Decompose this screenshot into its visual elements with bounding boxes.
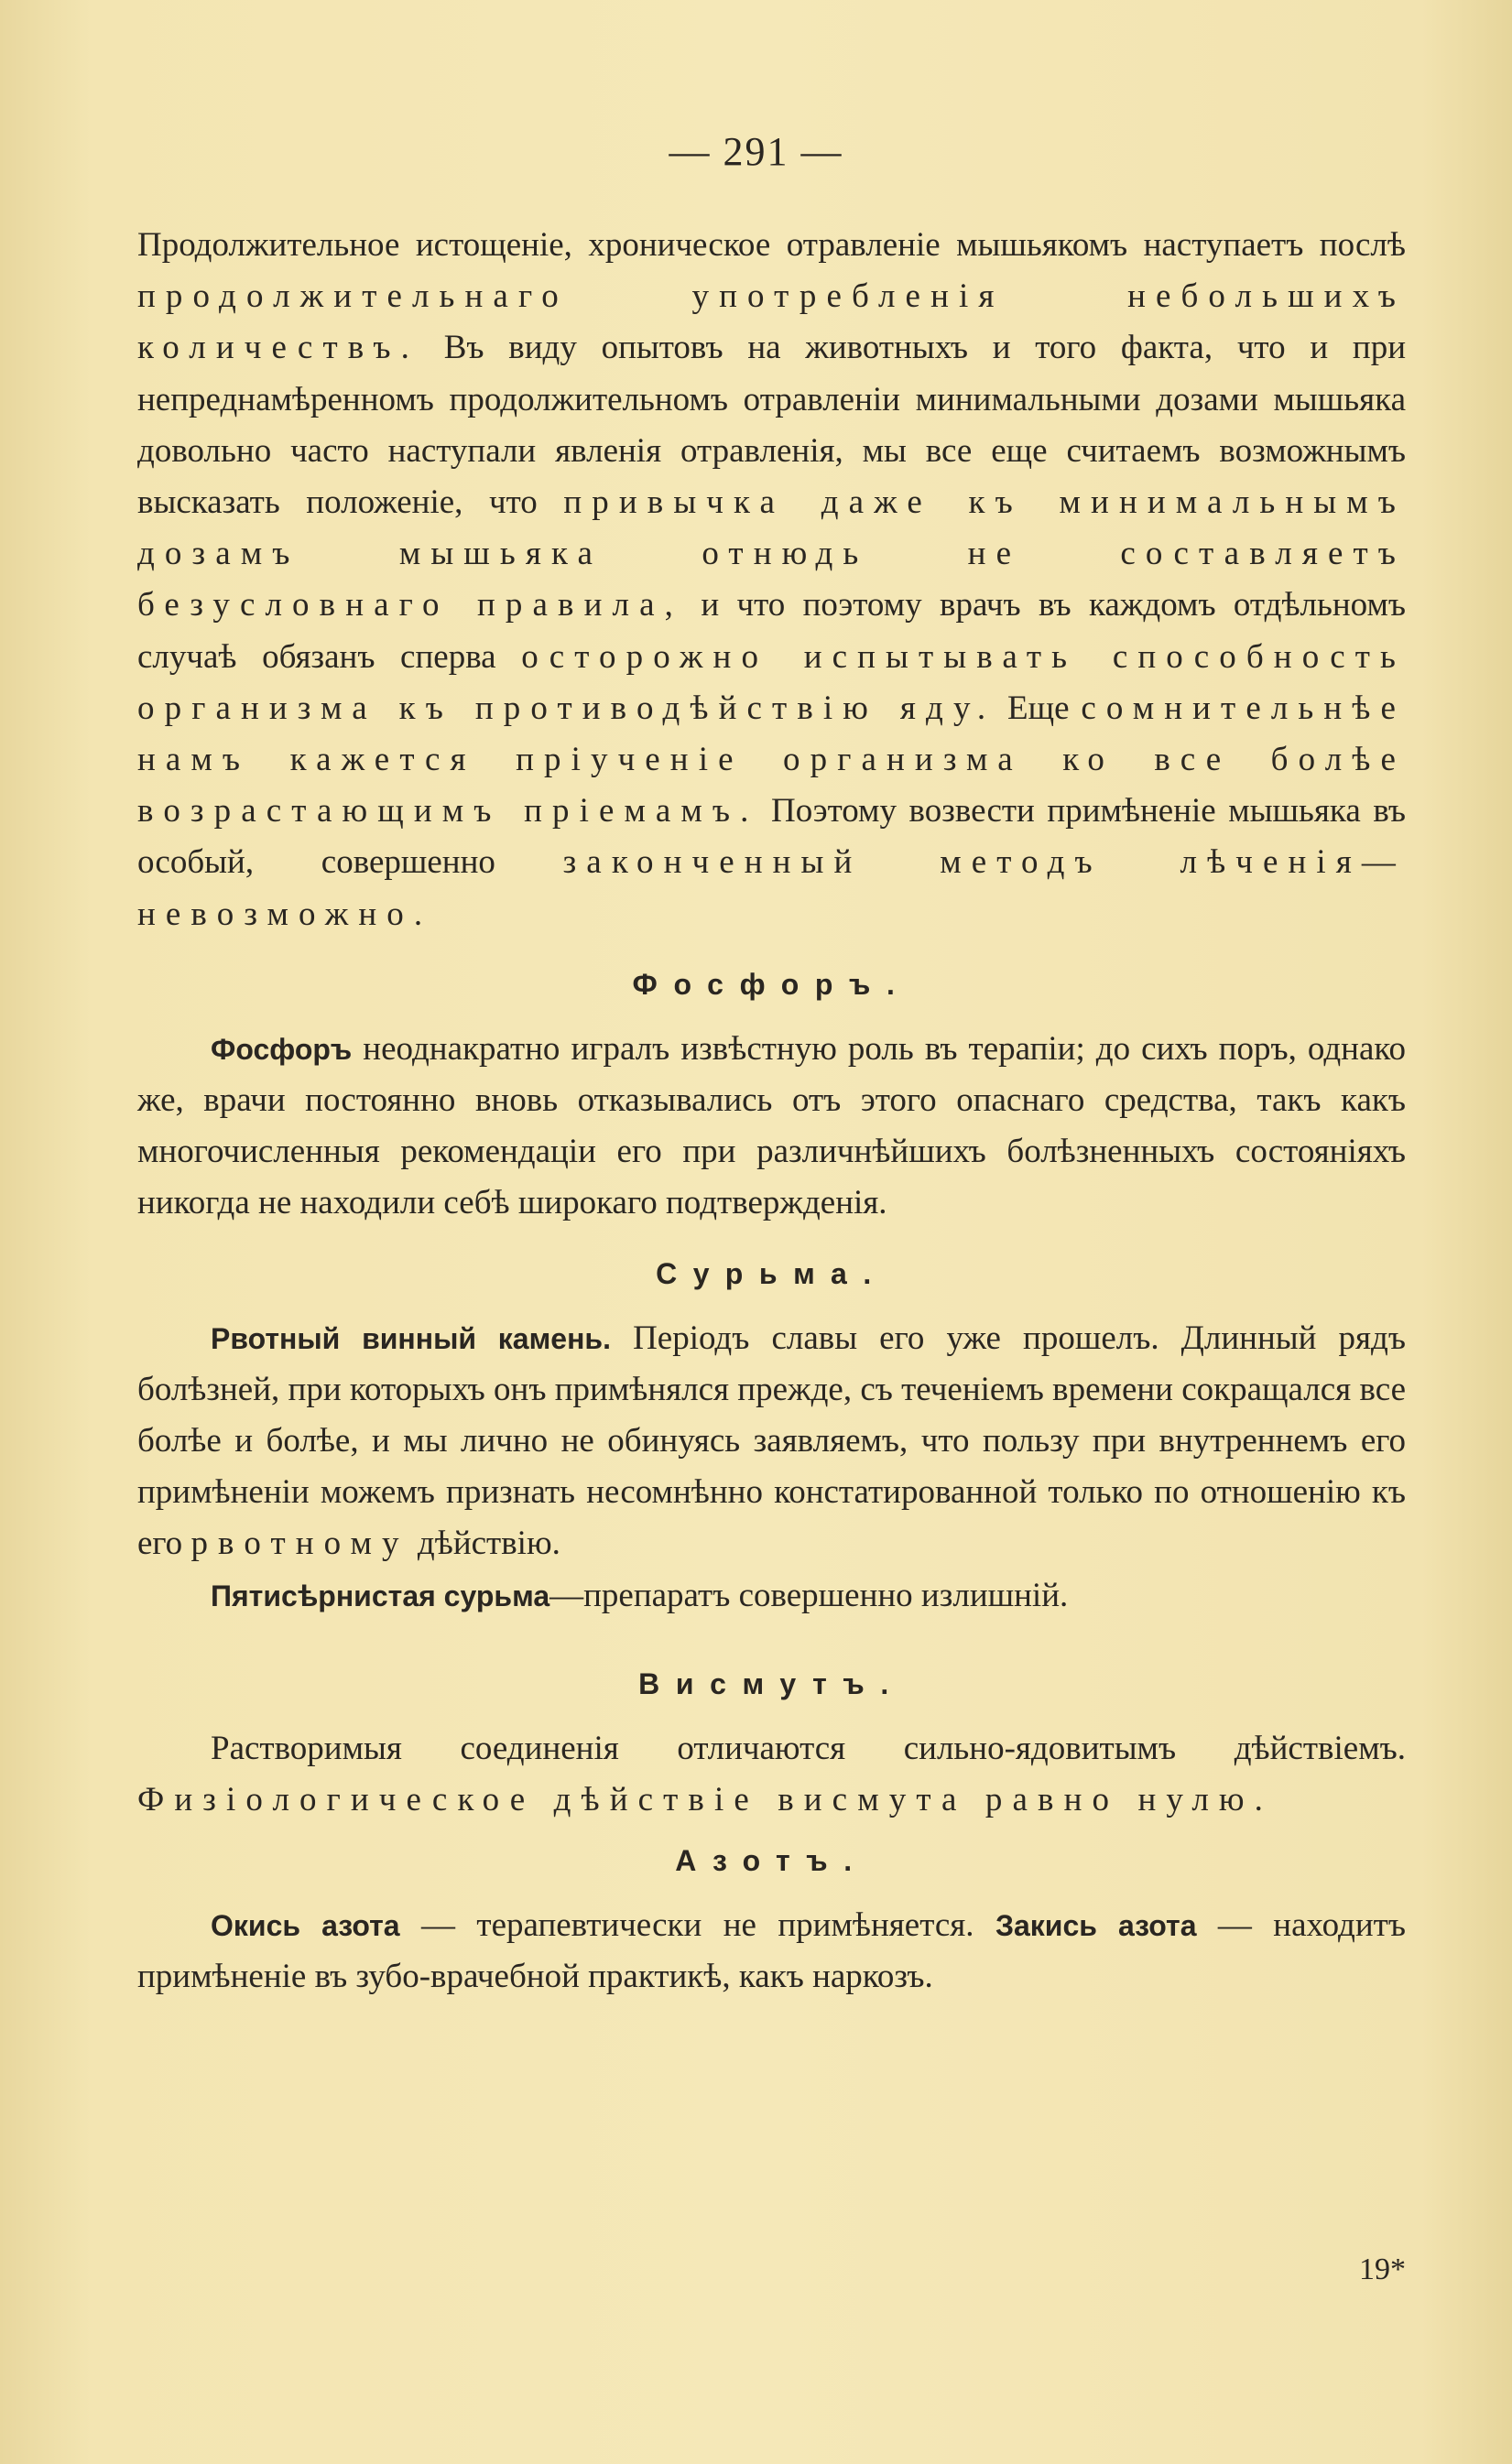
text-run: — терапевтически не примѣняется. [399,1906,995,1945]
text-run: Въ виду опытовъ на животныхъ и того факта, что и при непреднамѣренномъ продолжительномъ отравленіи минимальными дозами мышьяка довольно часто наступали явленія отравленія, мы все еще считаемъ возможнымъ высказать положеніе, что [137,329,1406,522]
text-run: —препаратъ совершенно излишній. [549,1576,1069,1614]
heading-antimony: Сурьма. [656,1256,887,1290]
bold-term: Окись азота [211,1909,400,1943]
text-run: Продолжительное истощеніе, хроническое отравленіе мышьякомъ наступаетъ послѣ [137,226,1406,264]
paragraph-antimony [137,1313,1406,1570]
spaced-text: осторожно испытывать способность организма къ противодѣйствію яду. [137,637,1406,727]
bold-term: Рвотный винный камень. [211,1321,611,1355]
spaced-text: привычка даже къ минимальнымъ дозамъ мышьяка отнюдь не составляетъ безусловнаго правила, [137,483,1406,624]
heading-nitrogen: Азотъ. [675,1844,868,1878]
bold-term: Закись азота [995,1909,1197,1943]
paragraph-bismuth [137,1723,1406,1826]
text-run: Растворимыя соединенія отличаются сильно-ядовитымъ дѣйствіемъ. [211,1729,1406,1767]
spaced-text: Физіологическое дѣйствіе висмута равно нулю. [137,1781,1273,1819]
signature-mark: 19* [1359,2252,1406,2286]
spaced-text: рвотному [190,1525,409,1563]
paragraph-nitrogen [137,1900,1406,2003]
text-run: и что поэтому врачъ въ каждомъ отдѣльномъ случаѣ обязанъ сперва [137,586,1407,676]
paragraph-phosphorus [137,1024,1406,1230]
text-run: Поэтому возвести примѣненіе мышьяка въ особый, совершенно [137,792,1407,882]
text-run: Еще [1007,689,1070,727]
spaced-text: сомнительнѣе намъ кажется пріученіе организма ко все болѣе возрастающимъ пріемамъ. [137,689,1406,830]
paragraph-arsenic [137,220,1406,940]
text-run: — находитъ примѣненіе въ зубо-врачебной практикѣ, какъ наркозъ. [137,1906,1406,1996]
spaced-text: законченный методъ лѣченія—невозможно. [137,843,1406,933]
paragraph-antimony-2 [137,1570,1406,1622]
page-body [137,220,1406,2003]
heading-phosphorus: Фосфоръ. [632,967,911,1001]
page-number: — 291 — [669,129,843,174]
text-run: Періодъ славы его уже прошелъ. Длинный рядъ болѣзней, при которыхъ онъ примѣнялся прежде, съ теченіемъ времени сокращался все болѣе и болѣе, и мы лично не обинуясь заявляемъ, что пользу при внутреннемъ его примѣненіи можемъ признать несомнѣнно констатированной только по отношенію къ его [137,1319,1407,1563]
bold-term: Фосфоръ [211,1032,353,1066]
heading-bismuth: Висмутъ. [638,1666,905,1700]
bold-term: Пятисѣрнистая сурьма [211,1579,550,1612]
text-run: неоднакратно игралъ извѣстную роль въ терапіи; до сихъ поръ, однако же, врачи постоянно вновь отказывались отъ этого опаснаго средства, такъ какъ многочисленныя рекомендаціи его при различнѣйшихъ болѣзненныхъ состояніяхъ никогда не находили себѣ широкаго подтвержденія. [137,1029,1407,1222]
text-run: дѣйствію. [417,1525,560,1563]
spaced-text: продолжительнаго употребленія небольшихъ количествъ. [137,277,1406,367]
